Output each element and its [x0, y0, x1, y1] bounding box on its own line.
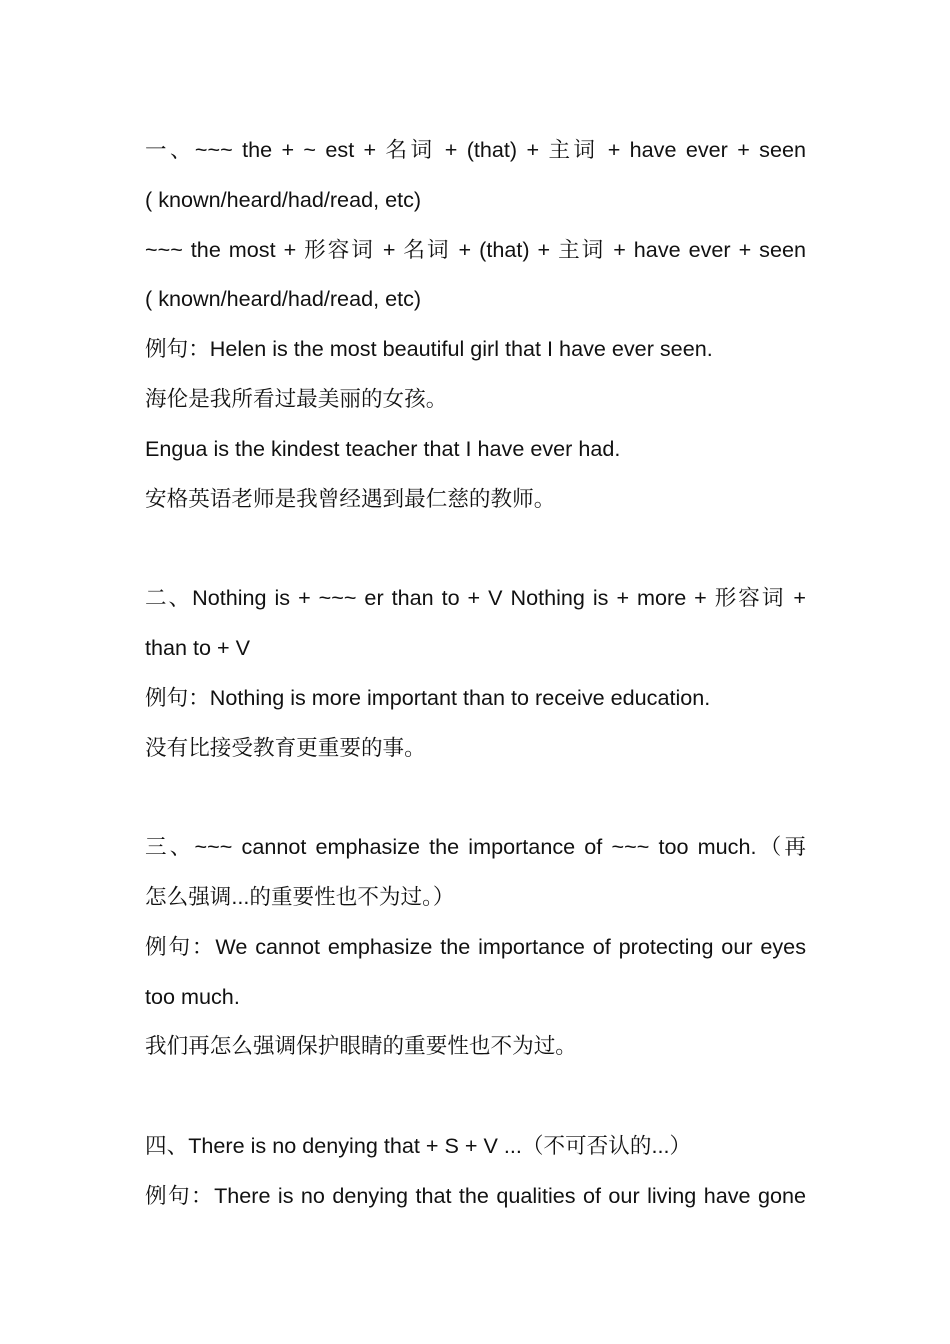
section-3-example-chinese: 我们再怎么强调保护眼睛的重要性也不为过。	[145, 1033, 577, 1059]
section-1-rule-a-line-2: ( known/heard/had/read, etc)	[145, 186, 422, 212]
section-3-rule-line-2: 怎么强调...的重要性也不为过。）	[145, 883, 455, 909]
section-1-rule-b-line-2: ( known/heard/had/read, etc)	[145, 286, 422, 312]
section-3-rule-line-1: 三、~~~ cannot emphasize the importance of ~~~ too much.（再	[145, 834, 806, 860]
section-1-example-1-chinese: 海伦是我所看过最美丽的女孩。	[145, 385, 448, 411]
section-1-rule-a-line-1: 一、~~~ the + ~ est + 名词 + (that) + 主词 + have ever + seen	[145, 137, 806, 162]
section-spacer	[145, 772, 806, 822]
section-spacer	[145, 1071, 806, 1121]
section-1-example-2-english: Engua is the kindest teacher that I have ever had.	[145, 435, 621, 461]
section-4-example-english-line-1: 例句：There is no denying that the qualities of our living have gone	[145, 1182, 806, 1208]
document-body	[145, 125, 806, 1221]
section-2-example-english: 例句：Nothing is more important than to receive education.	[145, 684, 711, 710]
section-3-example-english-line-2: too much.	[145, 983, 240, 1009]
section-1-rule-b-line-1: ~~~ the most + 形容词 + 名词 + (that) + 主词 + have ever + seen	[145, 236, 806, 262]
section-spacer	[145, 523, 806, 573]
section-3-example-english-line-1: 例句：We cannot emphasize the importance of protecting our eyes	[145, 933, 806, 959]
section-2-rule-line-1: 二、Nothing is + ~~~ er than to + V Nothing is + more + 形容词 +	[145, 585, 806, 611]
section-1-example-1-english: 例句：Helen is the most beautiful girl that I have ever seen.	[145, 336, 713, 362]
section-2-example-chinese: 没有比接受教育更重要的事。	[145, 734, 426, 760]
section-1-example-2-chinese: 安格英语老师是我曾经遇到最仁慈的教师。	[145, 485, 556, 511]
section-2-rule-line-2: than to + V	[145, 634, 251, 660]
section-4-rule-line-1: 四、There is no denying that + S + V ...（不可否认的...）	[145, 1132, 692, 1158]
